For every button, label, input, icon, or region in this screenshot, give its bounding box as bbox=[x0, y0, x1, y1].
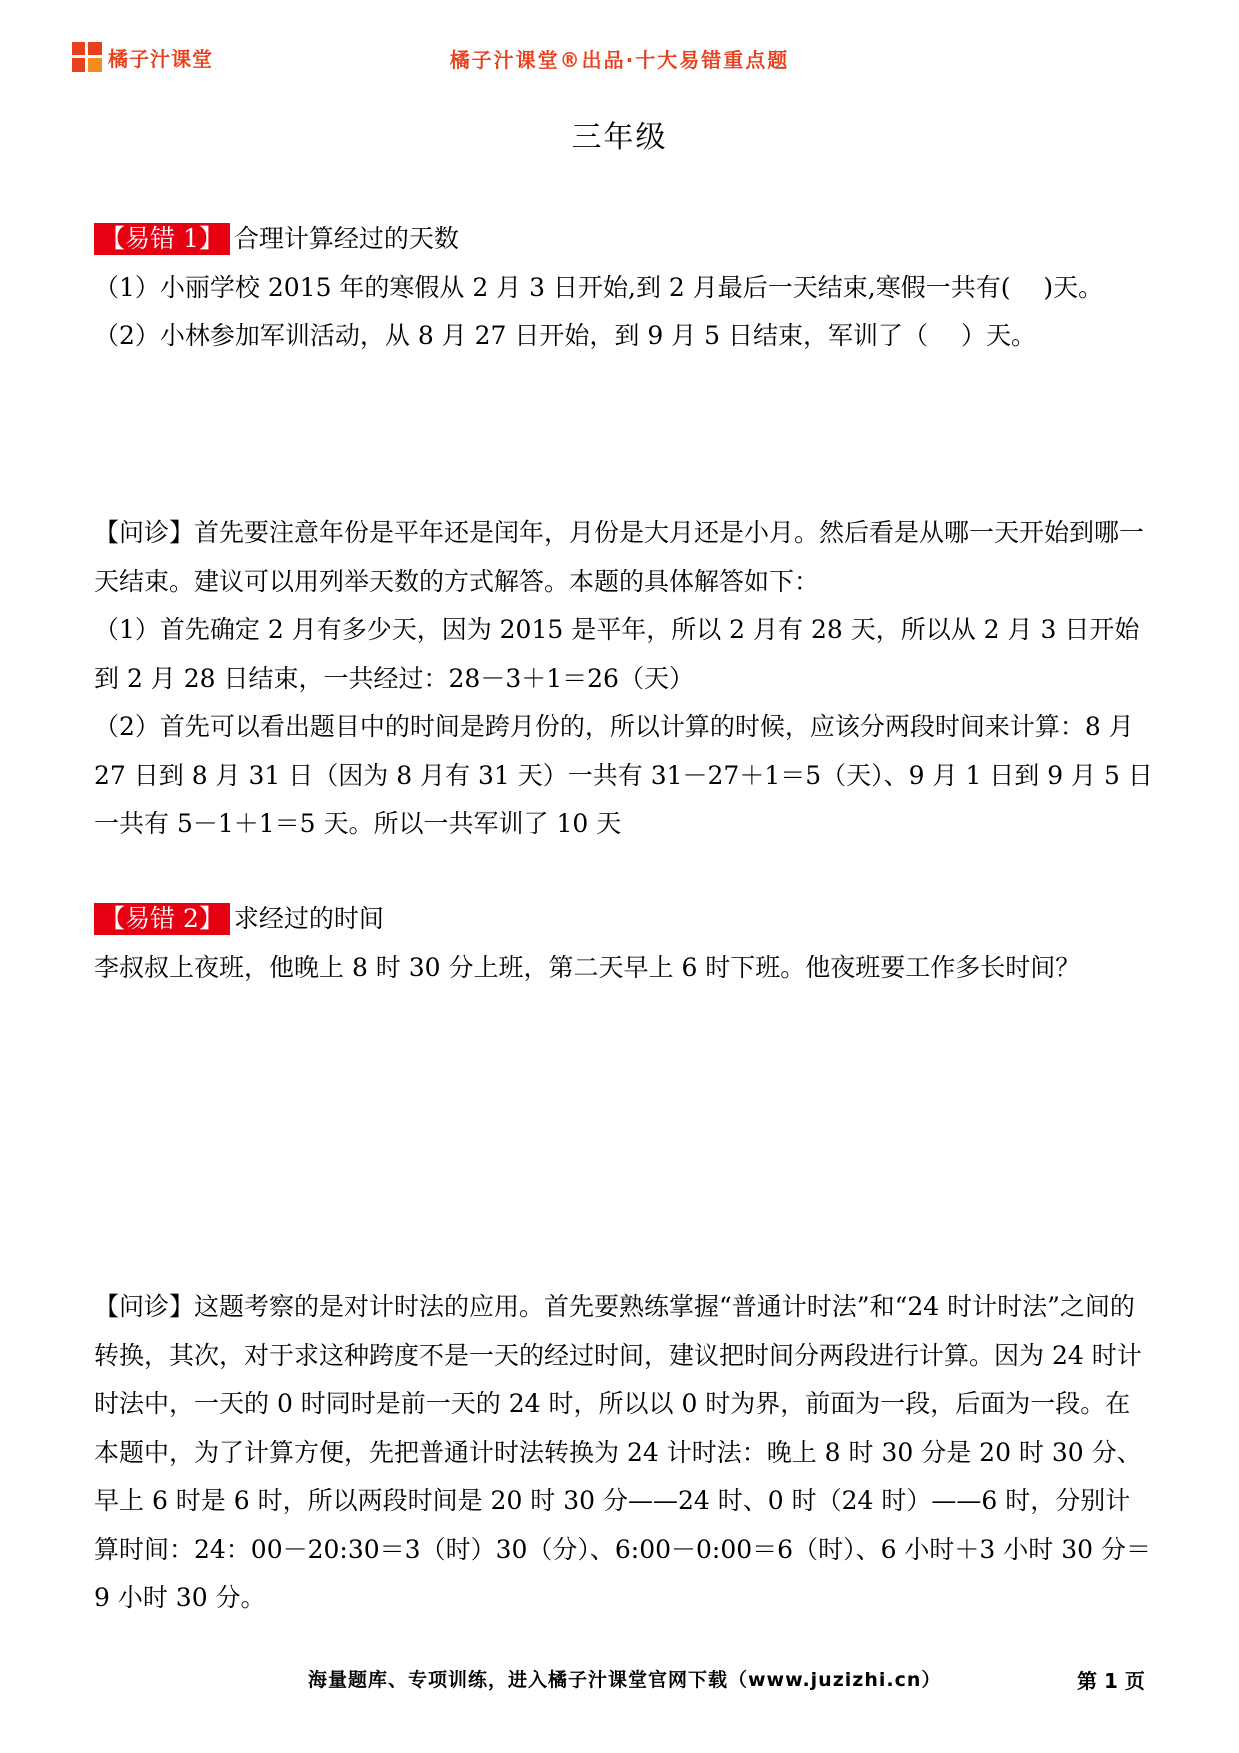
mistake-1-question-2: （2）小林参加军训活动，从 8 月 27 日开始，到 9 月 5 日结束，军训了（ ）天。 bbox=[94, 321, 1036, 350]
page-title: 三年级 bbox=[571, 120, 668, 155]
logo-text: 橘子汁课堂 bbox=[108, 46, 213, 71]
mistake-1-topic: 合理计算经过的天数 bbox=[233, 224, 459, 253]
footer-text: 海量题库、专项训练，进入橘子汁课堂官网下载（www.juzizhi.cn） bbox=[308, 1669, 942, 1691]
mistake-1-question-1: （1）小丽学校 2015 年的寒假从 2 月 3 日开始,到 2 月最后一天结束,寒假一共有( )天。 bbox=[94, 273, 1104, 302]
mistake-1-block bbox=[94, 220, 1154, 360]
diagnosis-1-intro: 【问诊】首先要注意年份是平年还是闰年，月份是大月还是小月。然后看是从哪一天开始到哪一天结束。建议可以用列举天数的方式解答。本题的具体解答如下： bbox=[94, 518, 1145, 596]
mistake-2-question: 李叔叔上夜班，他晚上 8 时 30 分上班，第二天早上 6 时下班。他夜班要工作多长时间？ bbox=[94, 953, 1081, 982]
mistake-1-diagnosis bbox=[94, 509, 1154, 849]
diagnosis-1-part-1: （1）首先确定 2 月有多少天，因为 2015 是平年，所以 2 月有 28 天，所以从 2 月 3 日开始到 2 月 28 日结束，一共经过：28－3＋1＝26（天） bbox=[94, 615, 1140, 693]
page-number: 第 1 页 bbox=[1077, 1669, 1145, 1693]
mistake-2-heading bbox=[94, 900, 1154, 938]
header-slogan: 橘子汁课堂®出品·十大易错重点题 bbox=[449, 48, 790, 72]
mistake-1-heading bbox=[94, 220, 1154, 258]
mistake-1-tag: 【易错 1】 bbox=[94, 223, 230, 255]
mistake-2-diagnosis: 【问诊】这题考察的是对计时法的应用。首先要熟练掌握“普通计时法”和“24 时计时法”之间的转换，其次，对于求这种跨度不是一天的经过时间，建议把时间分两段进行计算。因为 24 时计时法中，一天的 0 时同时是前一天的 24 时，所以以 0 时为界，前面为一段，后面为一段。在本题中，为了计算方便，先把普通计时法转换为 24 计时法：晚上 8 时 30 分是 20 时 30 分、早上 6 时是 6 时，所以两段时间是 20 时 30 分——24 时、0 时（24 时）——6 时，分别计算时间：24：00－20:30＝3（时）30（分）、6:00－0:00＝6（时）、6 小时＋3 小时 30 分＝9 小时 30 分。 bbox=[94, 1292, 1151, 1612]
mistake-2-topic: 求经过的时间 bbox=[233, 904, 384, 933]
mistake-2-block bbox=[94, 900, 1154, 992]
diagnosis-1-part-2: （2）首先可以看出题目中的时间是跨月份的，所以计算的时候，应该分两段时间来计算：8 月 27 日到 8 月 31 日（因为 8 月有 31 天）一共有 31－27＋1＝5（天）、9 月 1 日到 9 月 5 日一共有 5－1＋1＝5 天。所以一共军训了 10 天 bbox=[94, 712, 1153, 838]
mistake-2-tag: 【易错 2】 bbox=[94, 903, 230, 935]
